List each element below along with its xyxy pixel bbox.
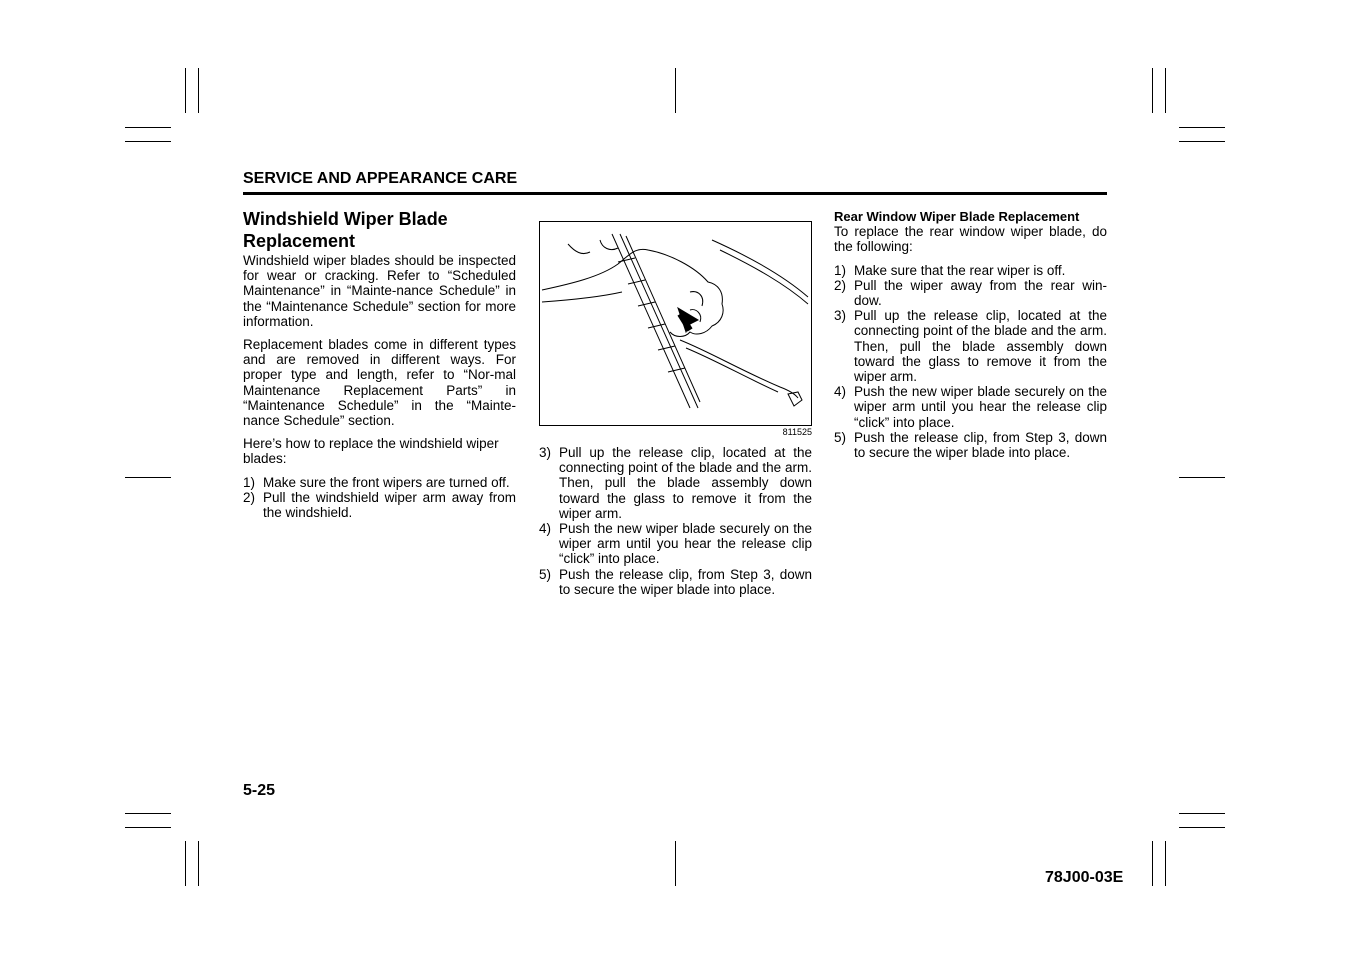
step-number: 1) <box>834 262 847 278</box>
rear-wiper-steps-list <box>834 263 1107 461</box>
step-number: 5) <box>834 429 847 445</box>
paragraph: To replace the rear window wiper blade, do the following: <box>834 224 1107 255</box>
windshield-section-title: Windshield Wiper Blade Replacement <box>243 209 448 251</box>
left-column <box>243 208 516 520</box>
step-text: Push the release clip, from Step 3, down to secure the wiper blade into place. <box>559 566 812 597</box>
list-item <box>834 384 1107 430</box>
list-item <box>539 521 812 567</box>
step-text: Push the release clip, from Step 3, down to secure the wiper blade into place. <box>854 429 1107 461</box>
step-number: 4) <box>539 521 552 537</box>
document-code: 78J00-03E <box>1045 869 1124 886</box>
paragraph: Here’s how to replace the windshield wiper blades: <box>243 436 499 467</box>
step-text: Pull up the release clip, located at the connecting point of the blade and the arm. Then, pull the blade assembly down toward the glass to remove it from the wiper arm. <box>854 308 1107 385</box>
paragraph: Windshield wiper blades should be inspected for wear or cracking. Refer to “Scheduled Maintenance” in “Mainte-nance Schedule” in the “Maintenance Schedule” section for more information. <box>243 253 516 329</box>
page-number: 5-25 <box>243 782 276 799</box>
step-number: 2) <box>243 489 256 505</box>
header-rule <box>243 192 1107 195</box>
right-column <box>834 209 1107 460</box>
step-text: Push the new wiper blade securely on the wiper arm until you hear the release clip “click” into place. <box>559 521 812 567</box>
step-number: 3) <box>539 445 552 460</box>
step-text: Pull the windshield wiper arm away from the windshield. <box>263 489 516 521</box>
step-number: 1) <box>243 474 256 490</box>
step-text: Pull the wiper away from the rear win-dow. <box>854 277 1107 309</box>
step-number: 3) <box>834 308 847 324</box>
list-item <box>539 567 812 597</box>
section-header: SERVICE AND APPEARANCE CARE <box>243 170 518 187</box>
list-item <box>834 278 1107 308</box>
windshield-steps-list-continued <box>539 445 812 597</box>
step-number: 5) <box>539 566 552 582</box>
list-item <box>243 475 516 490</box>
list-item <box>834 308 1107 384</box>
middle-column <box>539 221 812 597</box>
figure-code: 811525 <box>782 427 812 437</box>
step-text: Push the new wiper blade securely on the wiper arm until you hear the release clip “click” into place. <box>854 384 1107 430</box>
wiper-illustration <box>539 221 812 426</box>
paragraph: Replacement blades come in different types and are removed in different ways. For proper type and length, refer to “Nor-mal Maintenance Replacement Parts” in “Maintenance Schedule” in the “Mainte-nance Schedule” section. <box>243 337 516 429</box>
rear-wiper-section-title: Rear Window Wiper Blade Replacement <box>834 209 1080 224</box>
step-text: Pull up the release clip, located at the connecting point of the blade and the arm. Then, pull the blade assembly down toward the glass to remove it from the wiper arm. <box>559 445 812 521</box>
step-text: Make sure the front wipers are turned off. <box>263 474 510 490</box>
step-number: 2) <box>834 277 847 293</box>
list-item <box>834 430 1107 460</box>
list-item <box>539 445 812 521</box>
step-text: Make sure that the rear wiper is off. <box>854 262 1066 278</box>
step-number: 4) <box>834 384 847 400</box>
windshield-steps-list <box>243 475 516 521</box>
list-item <box>243 490 516 520</box>
list-item <box>834 263 1107 278</box>
